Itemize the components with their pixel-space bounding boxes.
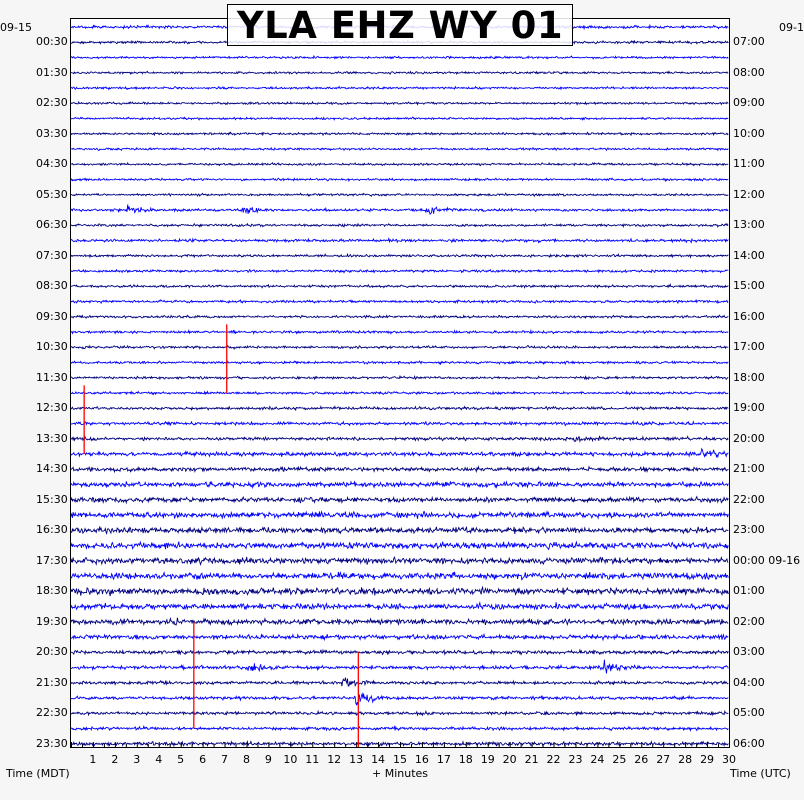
x-tick-label: 22 [546,753,561,766]
x-tick-label: 11 [305,753,320,766]
left-axis-label: Time (MDT) [6,767,70,780]
right-time-label: 09:00 [733,96,765,110]
x-tick-label: 4 [155,753,163,766]
right-time-label: 07:00 [733,35,765,49]
right-time-label: 01:00 [733,584,765,598]
left-time-label: 11:30 [36,370,68,384]
left-time-label: 23:30 [36,736,68,750]
right-time-label: 10:00 [733,126,765,140]
x-tick-label: 26 [634,753,649,766]
right-time-label: 20:00 [733,431,765,445]
x-tick-label: 12 [327,753,342,766]
x-tick-label: 18 [458,753,473,766]
right-time-label: 04:00 [733,675,765,689]
left-time-label: 03:30 [36,126,68,140]
left-time-label: 21:30 [36,675,68,689]
x-tick-label: 3 [133,753,141,766]
x-tick-label: 5 [177,753,185,766]
x-tick-label: 16 [414,753,429,766]
right-time-label: 05:00 [733,706,765,720]
x-tick-label: 25 [612,753,627,766]
left-time-label: 07:30 [36,248,68,262]
right-time-label: 23:00 [733,523,765,537]
right-time-label: 13:00 [733,218,765,232]
right-time-label: 02:00 [733,614,765,628]
x-tick-label: 9 [264,753,272,766]
left-time-label: 04:30 [36,157,68,171]
left-time-label: 18:30 [36,584,68,598]
x-tick-label: 6 [199,753,207,766]
x-tick-label: 10 [283,753,298,766]
left-time-label: 09:30 [36,309,68,323]
x-tick-label: 17 [436,753,451,766]
left-time-label: 00:30 [36,35,68,49]
right-time-label: 06:00 [733,736,765,750]
x-tick-label: 30 [722,753,736,766]
left-time-label: 12:30 [36,401,68,415]
x-tick-label: 27 [656,753,671,766]
left-time-label: 05:30 [36,187,68,201]
right-time-label: 22:00 [733,492,765,506]
left-time-label: 13:30 [36,431,68,445]
right-time-label: 00:00 09-16 [733,553,801,567]
right-time-label: 03:00 [733,645,765,659]
right-time-label: 11:00 [733,157,765,171]
x-tick-label: 21 [524,753,539,766]
x-tick-label: 8 [242,753,250,766]
x-tick-label: 24 [590,753,605,766]
left-time-label: 10:30 [36,340,68,354]
right-time-label: 15:00 [733,279,765,293]
x-axis-label: + Minutes [372,767,429,780]
left-time-label: 06:30 [36,218,68,232]
x-tick-label: 13 [349,753,364,766]
right-time-label: 19:00 [733,401,765,415]
right-time-label: 17:00 [733,340,765,354]
x-tick-label: 28 [678,753,693,766]
left-time-label: 19:30 [36,614,68,628]
right-date-label: 09-1 [779,21,804,34]
x-tick-label: 29 [700,753,715,766]
left-time-label: 15:30 [36,492,68,506]
right-time-label: 21:00 [733,462,765,476]
chart-title: YLA EHZ WY 01 [227,4,573,46]
x-tick-label: 2 [111,753,119,766]
left-time-label: 20:30 [36,645,68,659]
right-time-label: 16:00 [733,309,765,323]
x-tick-label: 7 [221,753,229,766]
x-tick-label: 19 [480,753,495,766]
left-time-label: 22:30 [36,706,68,720]
x-tick-label: 20 [502,753,517,766]
left-time-label: 02:30 [36,96,68,110]
left-time-label: 17:30 [36,553,68,567]
left-time-label: 14:30 [36,462,68,476]
left-time-label: 01:30 [36,65,68,79]
right-time-label: 14:00 [733,248,765,262]
left-time-label: 16:30 [36,523,68,537]
right-time-label: 12:00 [733,187,765,201]
right-time-label: 18:00 [733,370,765,384]
left-date-label: 09-15 [0,21,32,34]
x-tick-label: 23 [568,753,583,766]
right-axis-label: Time (UTC) [730,767,791,780]
x-tick-label: 14 [371,753,386,766]
left-time-label: 08:30 [36,279,68,293]
x-tick-label: 15 [393,753,407,766]
right-time-label: 08:00 [733,65,765,79]
x-tick-label: 1 [89,753,97,766]
